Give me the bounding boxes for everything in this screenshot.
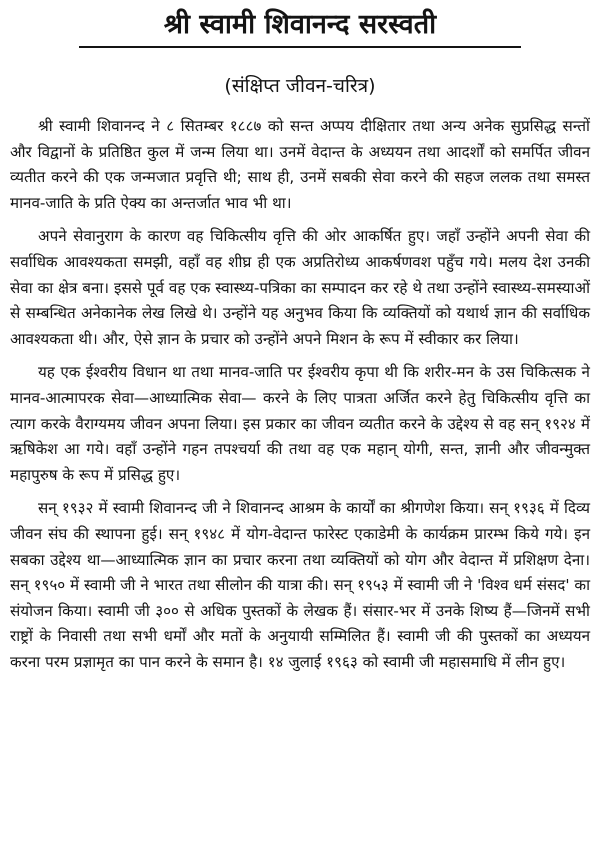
- title-underline: [79, 46, 521, 48]
- paragraph-mission: सन् १९३२ में स्वामी शिवानन्द जी ने शिवानन्द आश्रम के कार्यों का श्रीगणेश किया। सन् १९३६ में दिव्य जीवन संघ की स्थापना हुई। सन् १९४८ में योग-वेदान्त फारेस्ट एकाडेमी के कार्यक्रम प्रारम्भ किये गये। इन सबका उद्देश्य था—आध्यात्मिक ज्ञान का प्रचार करना तथा व्यक्तियों को योग और वेदान्त में प्रशिक्षण देना। सन् १९५० में स्वामी जी ने भारत तथा सीलोन की यात्रा की। सन् १९५३ में स्वामी जी ने 'विश्व धर्म संसद' का संयोजन किया। स्वामी जी ३०० से अधिक पुस्तकों के लेखक हैं। संसार-भर में उनके शिष्य हैं—जिनमें सभी राष्ट्रों के निवासी तथा सभी धर्मों और मतों के अनुयायी सम्मिलित हैं। स्वामी जी की पुस्तकों का अध्ययन करना परम प्रज्ञामृत का पान करने के समान है। १४ जुलाई १९६३ को स्वामी जी महासमाधि में लीन हुए।: [10, 499, 590, 671]
- page-title: श्री स्वामी शिवानन्द सरस्वती: [163, 9, 437, 40]
- paragraph-birth: श्री स्वामी शिवानन्द ने ८ सितम्बर १८८७ को सन्त अप्पय दीक्षितार तथा अन्य अनेक सुप्रसिद्ध सन्तों और विद्वानों के प्रतिष्ठित कुल में जन्म लिया था। उनमें वेदान्त के अध्ययन तथा आदर्शों को समर्पित जीवन व्यतीत करने की एक जन्मजात प्रवृत्ति थी; साथ ही, उनमें सबकी सेवा करने की सहज ललक तथा समस्त मानव-जाति के प्रति ऐक्य का अन्तर्जात भाव भी था।: [10, 117, 590, 212]
- page-subtitle: (संक्षिप्त जीवन-चरित्र): [224, 75, 376, 97]
- paragraph-medical-service: अपने सेवानुराग के कारण वह चिकित्सीय वृत्ति की ओर आकर्षित हुए। जहाँ उन्होंने अपनी सेवा की सर्वाधिक आवश्यकता समझी, वहाँ वह शीघ्र ही एक अप्रतिरोध्य आकर्षणवश पहुँच गये। मलय देश उनकी सेवा का क्षेत्र बना। इससे पूर्व वह एक स्वास्थ्य-पत्रिका का सम्पादन कर रहे थे तथा उन्होंने स्वास्थ्य-समस्याओं से सम्बन्धित अनेकानेक लेख लिखे थे। उन्होंने यह अनुभव किया कि व्यक्तियों को यथार्थ ज्ञान की सर्वाधिक आवश्यकता थी। और, ऐसे ज्ञान के प्रचार को उन्होंने अपने मिशन के रूप में स्वीकार कर लिया।: [10, 227, 590, 348]
- paragraph-renunciation: यह एक ईश्वरीय विधान था तथा मानव-जाति पर ईश्वरीय कृपा थी कि शरीर-मन के उस चिकित्सक ने मानव-आत्मापरक सेवा—आध्यात्मिक सेवा— करने के लिए पात्रता अर्जित करने हेतु चिकित्सीय वृत्ति का त्याग करके वैराग्यमय जीवन अपना लिया। इस प्रकार का जीवन व्यतीत करने के उद्देश्य से वह सन् १९२४ में ऋषिकेश आ गये। वहाँ उन्होंने गहन तपश्चर्या की तथा वह एक महान् योगी, सन्त, ज्ञानी और जीवन्मुक्त महापुरुष के रूप में प्रसिद्ध हुए।: [10, 363, 590, 484]
